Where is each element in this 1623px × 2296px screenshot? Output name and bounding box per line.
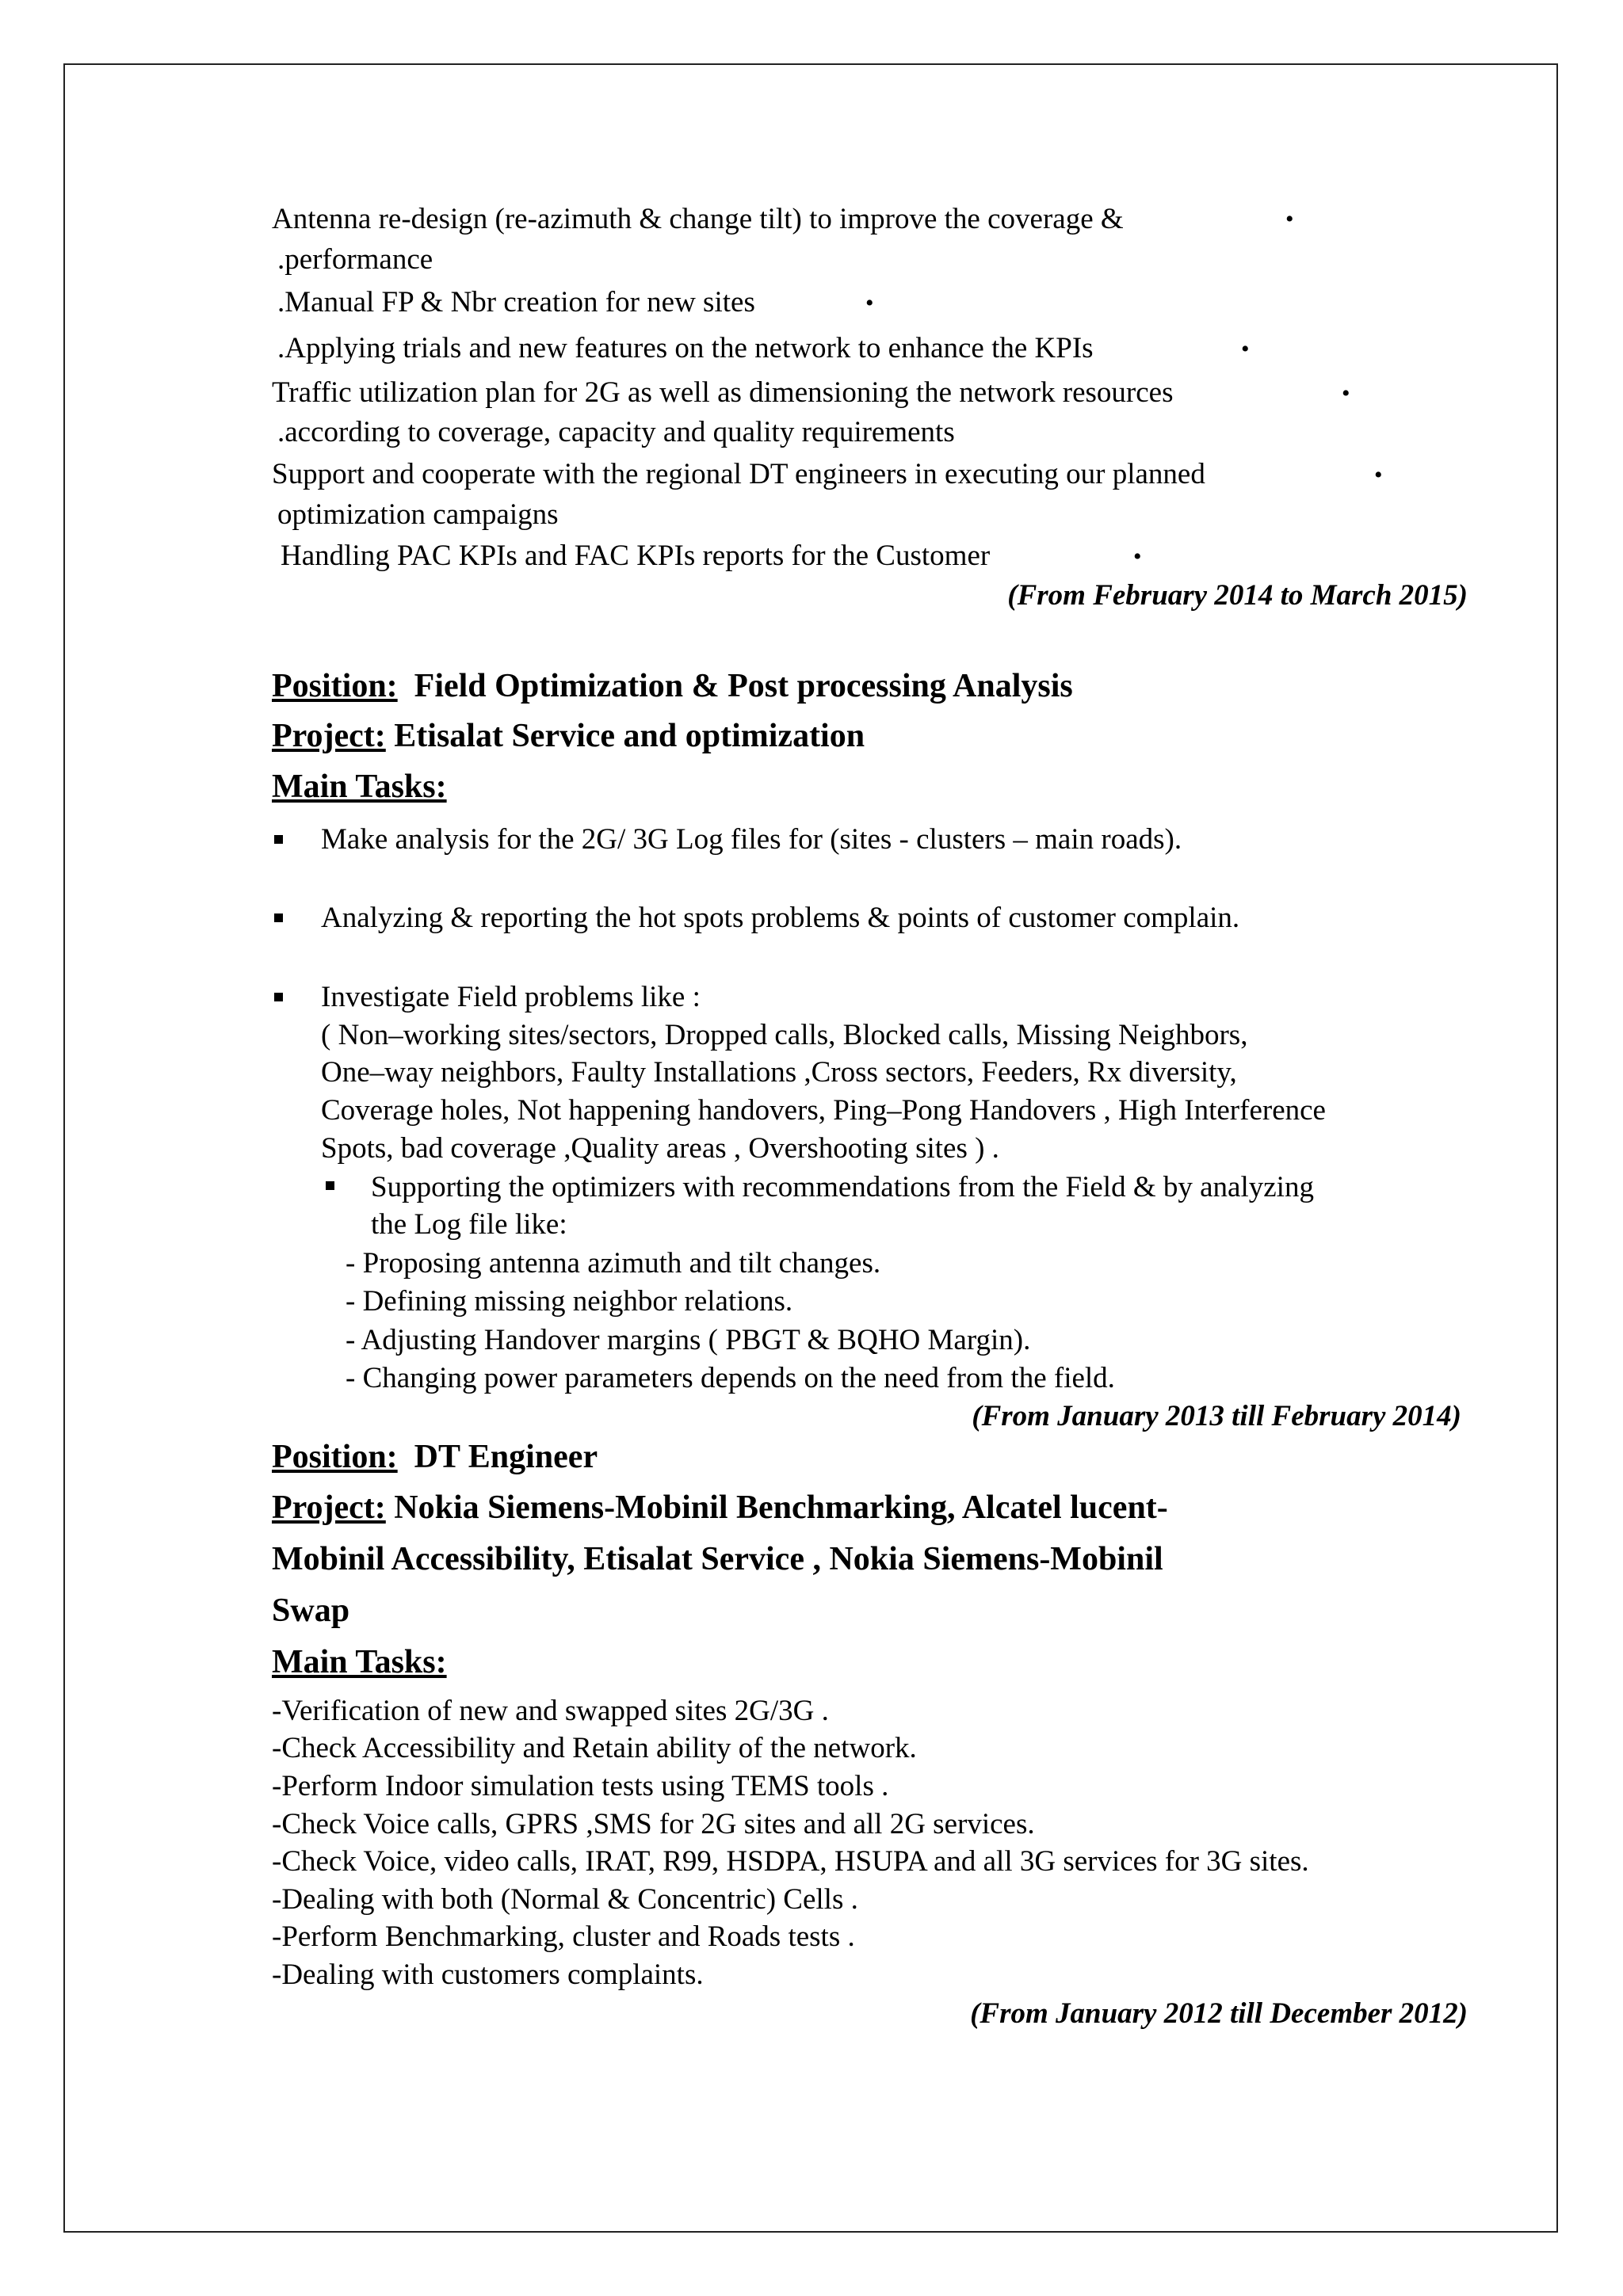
investigate-line: Coverage holes, Not happening handovers, Ping–Pong Handovers , High Interference (321, 1094, 1326, 1127)
main-tasks-heading (272, 1642, 447, 1683)
project-label: Project: (272, 718, 386, 754)
task-item: Analyzing & reporting the hot spots problems & points of customer complain. (321, 902, 1240, 934)
bullet-icon: • (865, 290, 874, 316)
date-range: (From February 2014 to March 2015) (1007, 579, 1468, 612)
investigate-line: ( Non–working sites/sectors, Dropped calls, Blocked calls, Missing Neighbors, (321, 1019, 1248, 1051)
task-item: -Dealing with both (Normal & Concentric) Cells . (272, 1883, 858, 1916)
list-item-text: .according to coverage, capacity and quality requirements (277, 416, 955, 448)
date-range: (From January 2013 till February 2014) (972, 1400, 1461, 1432)
square-bullet-icon (326, 1181, 334, 1190)
position-label: Position: (272, 668, 398, 704)
investigate-line: Spots, bad coverage ,Quality areas , Overshooting sites ) . (321, 1132, 999, 1165)
main-tasks-heading (272, 766, 447, 807)
date-range: (From January 2012 till December 2012) (970, 1997, 1468, 2030)
position-heading (272, 666, 1073, 707)
project-value: Etisalat Service and optimization (394, 718, 865, 754)
project-line: Nokia Siemens-Mobinil Benchmarking, Alcatel lucent- (394, 1489, 1168, 1526)
list-item-text: Antenna re-design (re-azimuth & change tilt) to improve the coverage & (272, 203, 1124, 235)
main-tasks-label: Main Tasks: (272, 1644, 447, 1680)
list-item-text: Handling PAC KPIs and FAC KPIs reports for the Customer (281, 540, 991, 572)
position-label: Position: (272, 1439, 398, 1475)
task-item: -Dealing with customers complaints. (272, 1958, 704, 1991)
list-item-text: Support and cooperate with the regional DT engineers in executing our planned (272, 458, 1205, 490)
project-line: Mobinil Accessibility, Etisalat Service , Nokia Siemens-Mobinil (272, 1541, 1163, 1577)
sub-bullet-line: the Log file like: (371, 1208, 567, 1241)
square-bullet-icon (274, 993, 283, 1001)
task-item: -Check Voice, video calls, IRAT, R99, HSDPA, HSUPA and all 3G services for 3G sites. (272, 1845, 1309, 1878)
investigate-line: One–way neighbors, Faulty Installations ,Cross sectors, Feeders, Rx diversity, (321, 1056, 1237, 1089)
bullet-icon: • (1342, 380, 1350, 406)
project-heading (272, 1487, 1168, 1528)
project-heading (272, 715, 865, 757)
bullet-icon: • (1133, 543, 1142, 570)
bullet-icon: • (1285, 206, 1294, 232)
bullet-icon: • (1374, 462, 1383, 488)
dash-item: - Adjusting Handover margins ( PBGT & BQHO Margin). (346, 1324, 1031, 1356)
dash-item: - Proposing antenna azimuth and tilt changes. (346, 1247, 881, 1280)
project-label: Project: (272, 1489, 386, 1526)
task-item: -Check Accessibility and Retain ability of the network. (272, 1732, 917, 1764)
dash-item: - Changing power parameters depends on the need from the field. (346, 1362, 1115, 1394)
task-item: -Check Voice calls, GPRS ,SMS for 2G sites and all 2G services. (272, 1808, 1035, 1840)
square-bullet-icon (274, 835, 283, 844)
list-item-text: .performance (277, 243, 433, 276)
task-item: -Perform Benchmarking, cluster and Roads tests . (272, 1920, 855, 1953)
position-heading (272, 1436, 598, 1478)
main-tasks-label: Main Tasks: (272, 769, 447, 805)
project-line: Swap (272, 1592, 350, 1629)
task-item: Investigate Field problems like : (321, 981, 701, 1013)
square-bullet-icon (274, 913, 283, 922)
list-item-text: .Applying trials and new features on the network to enhance the KPIs (277, 332, 1094, 364)
position-value: DT Engineer (414, 1439, 598, 1475)
sub-bullet-line: Supporting the optimizers with recommendations from the Field & by analyzing (371, 1171, 1314, 1203)
bullet-icon: • (1241, 336, 1250, 362)
task-item: -Verification of new and swapped sites 2G/3G . (272, 1695, 829, 1727)
list-item-text: .Manual FP & Nbr creation for new sites (277, 286, 755, 318)
list-item-text: optimization campaigns (277, 498, 559, 531)
dash-item: - Defining missing neighbor relations. (346, 1285, 793, 1318)
task-item: -Perform Indoor simulation tests using TEMS tools . (272, 1770, 889, 1802)
position-value: Field Optimization & Post processing Analysis (414, 668, 1073, 704)
task-item: Make analysis for the 2G/ 3G Log files for (sites - clusters – main roads). (321, 823, 1182, 856)
list-item-text: Traffic utilization plan for 2G as well as dimensioning the network resources (272, 376, 1174, 409)
